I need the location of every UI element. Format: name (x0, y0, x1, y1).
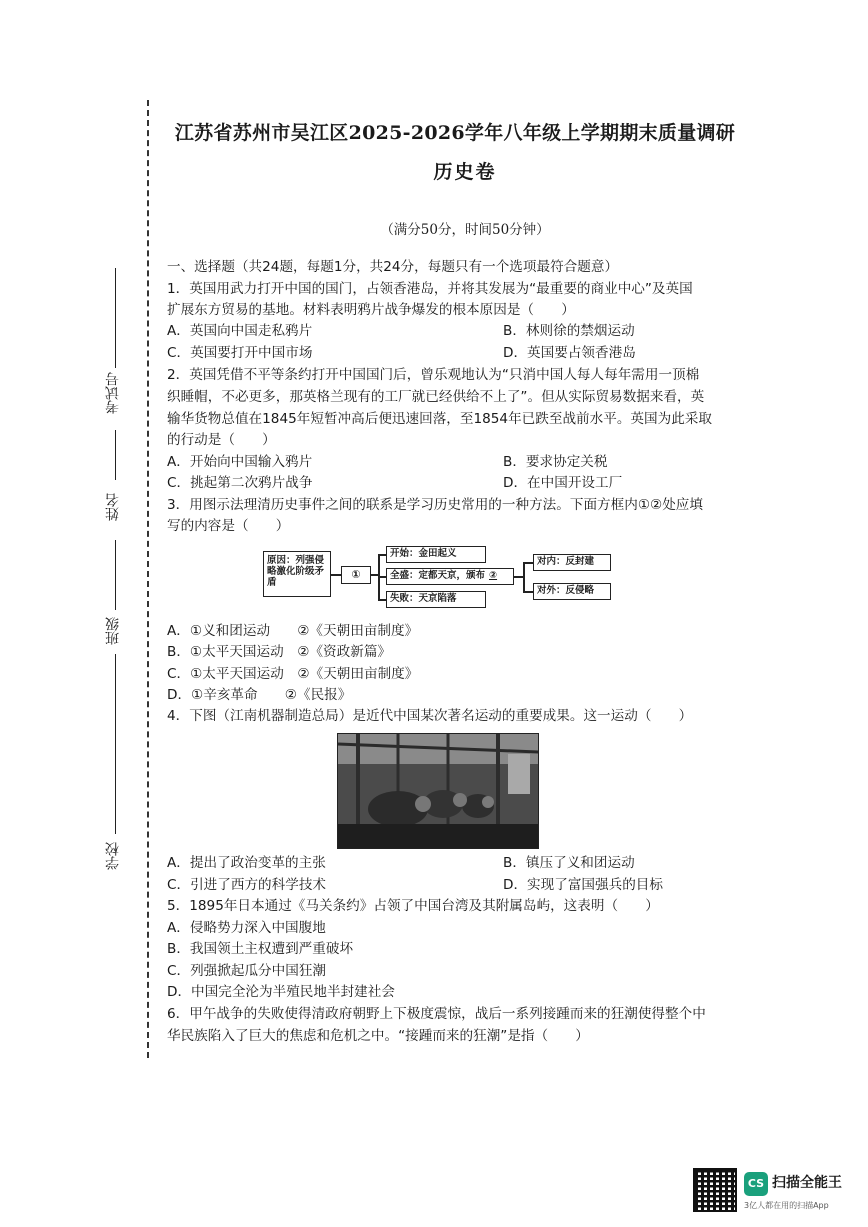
diagram-connector (378, 554, 386, 556)
qr-code (693, 1168, 737, 1212)
q5-option-c: C．列强掀起瓜分中国狂潮 (167, 963, 327, 979)
q6-line1: 6．甲午战争的失败使得清政府朝野上下极度震惊，战后一系列接踵而来的狂潮使得整个中 (167, 1006, 706, 1022)
name-line (115, 540, 116, 610)
q3-option-c: C．①太平天国运动 ②《天朝田亩制度》 (167, 666, 419, 682)
factory-photo-drawing (338, 734, 538, 848)
q4-option-b: B．镇压了义和团运动 (503, 855, 635, 871)
q1-option-c: C．英国要打开中国市场 (167, 345, 313, 361)
q2-option-c: C．挑起第二次鸦片战争 (167, 475, 313, 491)
q3-option-b: B．①太平天国运动 ②《资政新篇》 (167, 644, 392, 660)
diagram-connector (378, 599, 386, 601)
diagram-outer-box: 对外：反侵略 (533, 583, 611, 600)
diagram-connector (523, 562, 533, 564)
section-heading: 一、选择题（共24题，每题1分，共24分，每题只有一个选项最符合题意） (167, 259, 619, 275)
diagram-bracket (523, 562, 525, 592)
school-label: 学校 (105, 842, 121, 870)
exam-no-line (115, 268, 116, 368)
q6-line2: 华民族陷入了巨大的焦虑和危机之中。“接踵而来的狂潮”是指（ ） (167, 1028, 589, 1044)
q2-option-d: D．在中国开设工厂 (503, 475, 623, 491)
diagram-start-box: 开始：金田起义 (386, 546, 486, 563)
name-label: 姓名 (105, 493, 121, 521)
q3-option-a: A．①义和团运动 ②《天朝田亩制度》 (167, 623, 419, 639)
q2-option-b: B．要求协定关税 (503, 454, 608, 470)
exam-no-underline (115, 430, 116, 480)
class-line (115, 654, 116, 834)
diagram-peak-box (386, 568, 514, 585)
q1-line2: 扩展东方贸易的基地。材料表明鸦片战争爆发的根本原因是（ ） (167, 302, 575, 318)
camscanner-name: 扫描全能王 (772, 1175, 842, 1191)
diagram-connector (523, 591, 533, 593)
q2-line2: 织睡帽，不必更多，那英格兰现有的工厂就已经供给不上了”。但从实际贸易数据来看，英 (167, 389, 705, 405)
q4-option-d: D．实现了富国强兵的目标 (503, 877, 663, 893)
q5-option-a: A．侵略势力深入中国腹地 (167, 920, 326, 936)
exam-no-label: 考试号 (105, 372, 121, 414)
q2-option-a: A．开始向中国输入鸦片 (167, 454, 313, 470)
exam-meta: （满分50分，时间50分钟） (380, 222, 550, 238)
q1-option-a: A．英国向中国走私鸦片 (167, 323, 313, 339)
page-title: 江苏省苏州市吴江区2025-2026学年八年级上学期期末质量调研 (174, 122, 736, 144)
q5-option-d: D．中国完全沦为半殖民地半封建社会 (167, 984, 395, 1000)
diagram-peak-blank: ② (489, 570, 498, 581)
diagram-connector (378, 576, 386, 578)
q2-line1: 2．英国凭借不平等条约打开中国国门后，曾乐观地认为“只消中国人每人每年需用一顶棉 (167, 367, 700, 383)
q4-option-a: A．提出了政治变革的主张 (167, 855, 326, 871)
binding-dashed-line (147, 100, 149, 1058)
diagram-connector (331, 574, 341, 576)
diagram-peak-text: 全盛：定都天京，颁布 (390, 570, 486, 581)
q3-line2: 写的内容是（ ） (167, 518, 290, 534)
factory-photo (337, 733, 539, 849)
q2-line3: 输华货物总值在1845年短暂冲高后便迅速回落，至1854年已跌至战前水平。英国为此采取 (167, 411, 712, 427)
diagram-inner-box: 对内：反封建 (533, 554, 611, 571)
q4-option-c: C．引进了西方的科学技术 (167, 877, 327, 893)
diagram-cause-box: 原因：列强侵略激化阶级矛盾 (263, 551, 331, 597)
diagram-center-box: ① (341, 566, 371, 584)
q4-line1: 4．下图（江南机器制造总局）是近代中国某次著名运动的重要成果。这一运动（ ） (167, 708, 693, 724)
q5-line1: 5．1895年日本通过《马关条约》占领了中国台湾及其附属岛屿，这表明（ ） (167, 898, 659, 914)
camscanner-logo: CS (744, 1172, 768, 1196)
q5-option-b: B．我国领土主权遭到严重破坏 (167, 941, 354, 957)
class-label: 班级 (105, 617, 121, 645)
q3-line1: 3．用图示法理清历史事件之间的联系是学习历史常用的一种方法。下面方框内①②处应填 (167, 497, 703, 513)
q1-line1: 1．英国用武力打开中国的国门，占领香港岛，并将其发展为“最重要的商业中心”及英国 (167, 281, 693, 297)
page-subtitle: 历史卷 (433, 161, 497, 183)
q1-option-b: B．林则徐的禁烟运动 (503, 323, 635, 339)
q2-line4: 的行动是（ ） (167, 432, 276, 448)
q1-option-d: D．英国要占领香港岛 (503, 345, 636, 361)
camscanner-tagline: 3亿人都在用的扫描App (744, 1201, 829, 1210)
diagram-fail-box: 失败：天京陷落 (386, 591, 486, 608)
q3-option-d: D．①辛亥革命 ②《民报》 (167, 687, 352, 703)
